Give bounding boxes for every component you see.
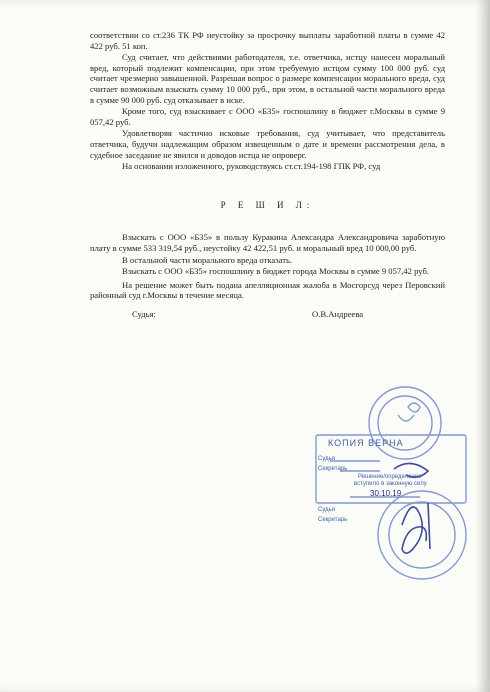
stamp-title: КОПИЯ ВЕРНА [328,438,404,448]
document-body [90,30,445,323]
paragraph-partial-satisfaction: Удовлетворяя частично исковые требования, суд учитывает, что представитель ответчика, будучи надлежащим образом извещенным о дате и времени рассмотрения дела, в судебное заседание не явился и доводов истца не опроверг. [90,128,445,160]
decision-recover-salary: Взыскать с ООО «Б35» в пользу Куракина Александра Александровича заработную плату в сумме 533 319,54 руб., неустойку 42 422,51 руб. и моральный вред 10 000,00 руб. [90,232,445,253]
stamp-force-line-1: Решение/определение [358,474,422,480]
judge-name: О.В.Андреева [312,308,364,319]
decision-appeal: На решение может быть подана апелляционная жалоба в Мосгорсуд через Перовский районный суд г.Москвы в течение месяца. [90,279,445,301]
stamp-force-line-2: вступило в законную силу [354,481,427,487]
paragraph-penalty: соответствии со ст.236 ТК РФ неустойку за просрочку выплаты заработной платы в сумме 42 422 руб. 51 коп. [90,30,445,51]
decision-refuse-rest: В остальной части морального вреда отказать. [122,254,293,265]
stamp-secretary-line: Секретарь [318,466,348,472]
stamp-date: 30.10.19 [370,489,402,498]
stamp-judge-line: Судья [318,456,336,462]
stamp-secretary-line-2: Секретарь [318,517,348,523]
paragraph-moral-damage: Суд считает, что действиями работодателя, т.е. ответчика, истцу нанесен моральный вред, который подлежит компенсации, при этом требуемую истцом сумму 100 000 руб. суд считает чрезмерно завышенной. Разрешая вопрос о размере компенсации морального вреда, суд считает возможным взыскать сумму 10 000 руб., при этом, в остальной части морального вреда в сумме 90 000 руб. суд отказывает в иске. [90,52,445,105]
paragraph-legal-basis: На основании изложенного, руководствуясь ст.ст.194-198 ГПК РФ, суд [122,161,381,172]
court-seal-bottom [378,491,466,579]
signature-row [90,309,445,323]
judge-label: Судья: [132,308,156,319]
decision-heading: Р Е Ш И Л: [220,199,315,210]
court-seal-top [369,387,441,459]
paragraph-state-duty: Кроме того, суд взыскивает с ООО «Б35» госпошлину в бюджет г.Москвы в сумме 9 057,42 руб. [90,106,445,127]
certification-stamp [310,385,490,595]
stamp-judge-line-2: Судья [318,507,336,513]
decision-state-duty: Взыскать с ООО «Б35» госпошлину в бюджет города Москвы в сумме 9 057,42 руб. [122,266,429,277]
